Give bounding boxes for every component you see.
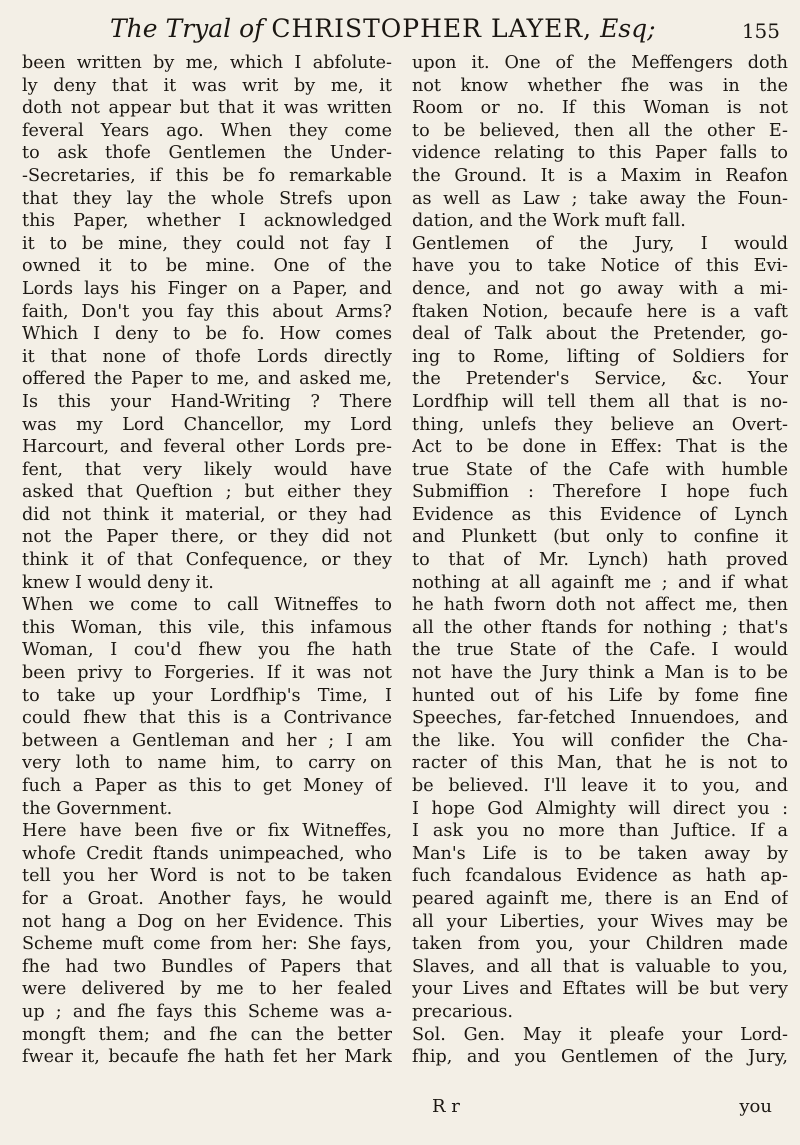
text-line: it to be mine, they could not fay I	[22, 233, 392, 254]
text-line: to ask thofe Gentlemen the Under-	[22, 143, 392, 164]
text-line: for a Groat. Another fays, he would	[22, 888, 392, 909]
text-line: between a Gentleman and her ; I am	[22, 730, 392, 751]
text-line: as well as Law ; take away the Foun-	[412, 188, 788, 209]
text-line: think it of that Confequence, or they	[22, 550, 392, 571]
text-line: was my Lord Chancellor, my Lord	[22, 414, 392, 435]
text-line: Speeches, far-fetched Innuendoes, and	[412, 708, 788, 729]
text-line: nothing at all againft me ; and if what	[412, 572, 788, 593]
text-line: very loth to name him, to carry on	[22, 753, 392, 774]
right-column	[412, 52, 788, 1069]
text-line: the Government.	[22, 798, 173, 819]
header-title-esq: Esq;	[600, 14, 656, 43]
text-line: did not think it material, or they had	[22, 504, 392, 525]
text-line: Lords lays his Finger on a Paper, and	[22, 278, 392, 299]
text-line: Submiffion : Therefore I hope fuch	[412, 482, 788, 503]
text-line: were delivered by me to her fealed	[22, 979, 392, 1000]
text-line: racter of this Man, that he is not to	[412, 753, 788, 774]
text-line: mongft them; and fhe can the better	[22, 1024, 392, 1045]
text-line: been privy to Forgeries. If it was not	[22, 663, 392, 684]
text-line: it that none of thofe Lords directly	[22, 346, 392, 367]
text-line: tell you her Word is not to be taken	[22, 866, 392, 887]
page-number: 155	[741, 19, 780, 43]
text-line: I ask you no more than Juftice. If a	[412, 821, 788, 842]
text-line: Sol. Gen. May it pleafe your Lord-	[412, 1024, 788, 1045]
text-line: Woman, I cou'd fhew you fhe hath	[22, 640, 392, 661]
text-line: been written by me, which I abfolute-	[22, 53, 392, 73]
text-line: Which I deny to be fo. How comes	[22, 324, 392, 345]
text-line: fhe had two Bundles of Papers that	[22, 956, 392, 977]
text-line: upon it. One of the Meffengers doth	[412, 53, 788, 73]
text-line: -Secretaries, if this be fo remarkable	[22, 165, 392, 186]
text-line: to that of Mr. Lynch) hath proved	[412, 550, 788, 571]
text-line: all your Liberties, your Wives may be	[412, 911, 788, 932]
running-header	[110, 12, 780, 46]
text-line: not the Paper there, or they did not	[22, 527, 392, 548]
text-line: the Pretender's Service, &c. Your	[412, 369, 788, 390]
text-line: ftaken Notion, becaufe here is a vaft	[412, 301, 788, 322]
text-line: taken from you, your Children made	[412, 934, 788, 955]
text-line: doth not appear but that it was written	[22, 98, 392, 119]
text-line: whofe Credit ftands unimpeached, who	[22, 843, 392, 864]
text-line: not have the Jury think a Man is to be	[412, 663, 788, 684]
text-line: he hath fworn doth not affect me, then	[412, 595, 788, 616]
text-line: precarious.	[412, 1001, 514, 1022]
text-line: knew I would deny it.	[22, 572, 214, 593]
text-line: When we come to call Witneffes to	[22, 595, 392, 616]
text-line: your Lives and Eftates will be but very	[412, 979, 788, 1000]
text-line: peared againft me, there is an End of	[412, 888, 788, 909]
text-line: hunted out of his Life by fome fine	[412, 685, 788, 706]
left-column	[22, 52, 392, 1069]
text-line: asked that Queftion ; but either they	[22, 482, 392, 503]
text-line: ing to Rome, lifting of Soldiers for	[412, 346, 788, 367]
text-line: not hang a Dog on her Evidence. This	[22, 911, 392, 932]
text-line: be believed. I'll leave it to you, and	[412, 776, 788, 796]
text-line: the Ground. It is a Maxim in Reafon	[412, 165, 788, 186]
text-line: could fhew that this is a Contrivance	[22, 708, 392, 729]
text-line: this Paper, whether I acknowledged	[22, 211, 392, 232]
text-line: Harcourt, and feveral other Lords pre-	[22, 437, 392, 458]
text-line: fuch fcandalous Evidence as hath ap-	[412, 866, 788, 887]
text-line: Lordfhip will tell them all that is no-	[412, 391, 788, 412]
text-line: Scheme muft come from her: She fays,	[22, 934, 392, 955]
text-line: the like. You will confider the Cha-	[412, 730, 788, 751]
text-line: faith, Don't you fay this about Arms?	[22, 301, 392, 322]
text-line: Evidence as this Evidence of Lynch	[412, 504, 788, 525]
text-line: have you to take Notice of this Evi-	[412, 256, 788, 277]
text-line: Man's Life is to be taken away by	[412, 843, 788, 864]
text-line: feveral Years ago. When they come	[22, 120, 392, 141]
text-line: fent, that very likely would have	[22, 459, 392, 480]
text-line: fwear it, becaufe fhe hath fet her Mark	[22, 1047, 392, 1068]
text-line: that they lay the whole Strefs upon	[22, 188, 392, 209]
text-line: not know whether fhe was in the	[412, 75, 788, 96]
text-line: to be believed, then all the other E-	[412, 120, 788, 141]
text-line: Is this your Hand-Writing ? There	[22, 391, 392, 412]
text-line: Room or no. If this Woman is not	[412, 98, 788, 119]
header-title-caps: CHRISTOPHER LAYER,	[271, 14, 593, 43]
text-line: this Woman, this vile, this infamous	[22, 617, 392, 638]
text-line: Here have been five or fix Witneffes,	[22, 821, 392, 842]
text-line: I hope God Almighty will direct you :	[412, 798, 788, 819]
text-line: and Plunkett (but only to confine it	[412, 527, 788, 548]
text-line: dence, and not go away with a mi-	[412, 278, 788, 299]
text-line: to take up your Lordfhip's Time, I	[22, 685, 392, 706]
header-title-italic: The Tryal of	[110, 14, 264, 43]
page-footer	[432, 1096, 772, 1120]
catchword: you	[739, 1096, 772, 1117]
text-line: vidence relating to this Paper falls to	[412, 143, 788, 164]
text-line: offered the Paper to me, and asked me,	[22, 369, 392, 390]
text-line: dation, and the Work muft fall.	[412, 211, 686, 232]
text-line: true State of the Cafe with humble	[412, 459, 788, 480]
text-line: Slaves, and all that is valuable to you,	[412, 956, 788, 977]
signature-mark: R r	[432, 1096, 460, 1117]
text-line: thing, unlefs they believe an Overt-	[412, 414, 788, 435]
text-line: fhip, and you Gentlemen of the Jury,	[412, 1047, 788, 1068]
text-line: deal of Talk about the Pretender, go-	[412, 324, 788, 345]
text-line: fuch a Paper as this to get Money of	[22, 776, 392, 796]
text-line: the true State of the Cafe. I would	[412, 640, 788, 661]
text-line: up ; and fhe fays this Scheme was a-	[22, 1001, 392, 1022]
text-line: owned it to be mine. One of the	[22, 256, 392, 277]
text-line: Act to be done in Effex: That is the	[412, 437, 788, 458]
text-line: Gentlemen of the Jury, I would	[412, 233, 788, 254]
text-line: ly deny that it was writ by me, it	[22, 75, 392, 96]
text-line: all the other ftands for nothing ; that's	[412, 617, 788, 638]
